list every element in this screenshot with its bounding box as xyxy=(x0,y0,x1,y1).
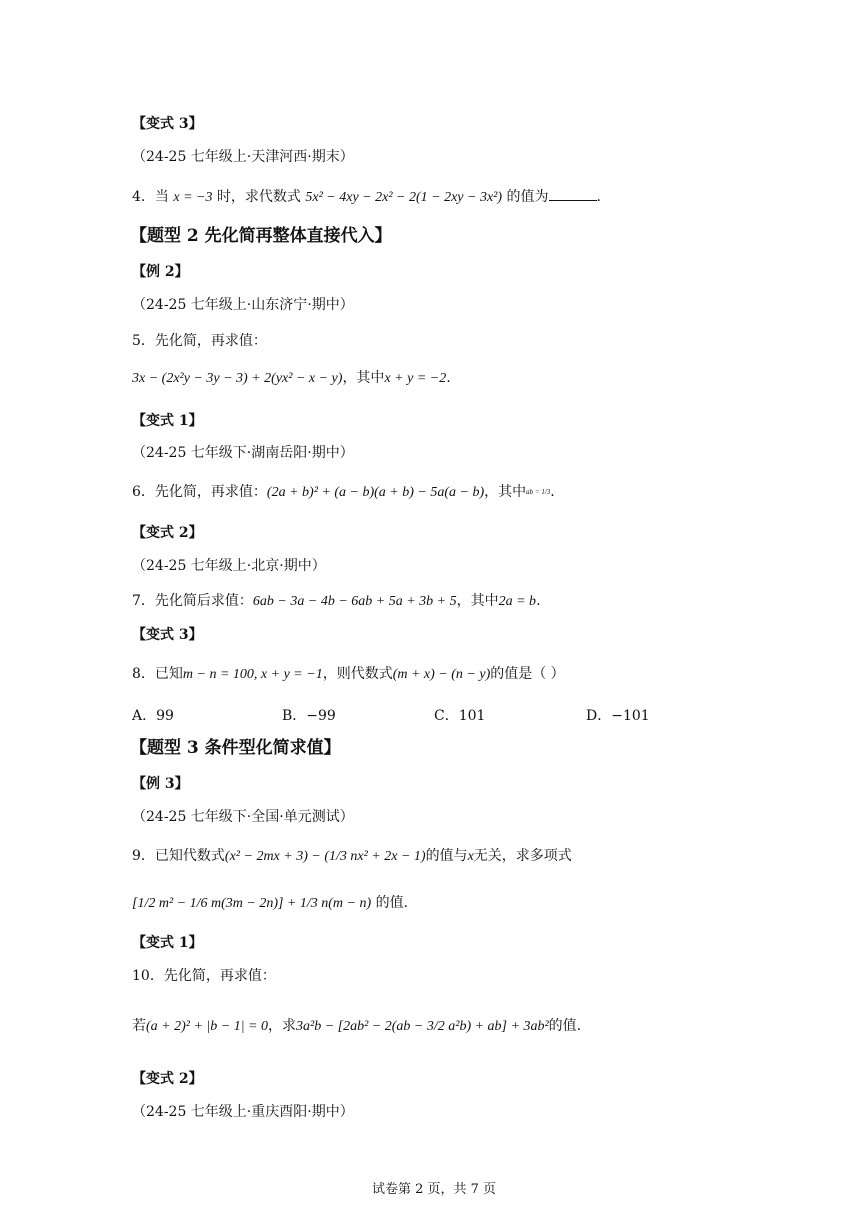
q9-end: 无关，求多项式 xyxy=(473,848,572,864)
variant-label: 【变式 2】 xyxy=(132,1071,203,1087)
question-10-prompt: 10．先化简，再求值： xyxy=(132,968,276,984)
question-5-prompt: 5．先化简，再求值： xyxy=(132,333,267,349)
variant-label: 【变式 3】 xyxy=(132,116,203,132)
section-heading: 【题型 3 条件型化简求值】 xyxy=(130,738,341,758)
q4-expression: 5x² − 4xy − 2x² − 2(1 − 2xy − 3x²) xyxy=(305,190,503,205)
q7-expression: 6ab − 3a − 4b − 6ab + 5a + 3b + 5 xyxy=(252,594,457,609)
q6-prompt: 6．先化简，再求值： xyxy=(132,484,267,500)
question-9 xyxy=(132,846,572,867)
option-a[interactable]: A．99 xyxy=(132,708,174,724)
source-note: （24-25 七年级上·山东济宁·期中） xyxy=(132,297,354,313)
q4-condition: x = −3 xyxy=(173,190,213,205)
q9-expression: (x² − 2mx + 3) − (1/3 nx² + 2x − 1) xyxy=(224,849,426,864)
question-7 xyxy=(132,591,541,612)
example-label: 【例 3】 xyxy=(132,776,189,792)
q7-cond-text: ，其中 xyxy=(456,593,499,609)
q10-end: 的值. xyxy=(548,1018,582,1034)
source-note: （24-25 七年级下·湖南岳阳·期中） xyxy=(132,445,354,461)
q8-prompt: 8．已知 xyxy=(132,666,183,682)
q6-end: . xyxy=(550,484,555,500)
q9-mid: 的值与 xyxy=(425,848,468,864)
q9-expression-2: [1/2 m² − 1/6 m(3m − 2n)] + 1/3 n(m − n) xyxy=(132,896,372,911)
q8-expression: (m + x) − (n − y) xyxy=(392,667,491,682)
q9-end-2: 的值. xyxy=(375,895,409,911)
q10-mid: ，求 xyxy=(268,1018,297,1034)
question-8 xyxy=(132,664,565,685)
q7-condition: 2a = b xyxy=(498,594,537,609)
q8-condition: m − n = 100, x + y = −1 xyxy=(182,667,323,682)
q7-prompt: 7．先化简后求值： xyxy=(132,593,253,609)
q4-mid: 时，求代数式 xyxy=(216,189,301,205)
q9-variable: x xyxy=(467,849,474,864)
q6-expression: (2a + b)² + (a − b)(a + b) − 5a(a − b) xyxy=(266,485,485,500)
q10-condition: (a + 2)² + |b − 1| = 0 xyxy=(146,1019,269,1034)
source-note: （24-25 七年级上·天津河西·期末） xyxy=(132,149,354,165)
page-footer: 试卷第 2 页，共 7 页 xyxy=(371,1182,497,1197)
q10-expression: 3a²b − [2ab² − 2(ab − 3/2 a²b) + ab] + 3ab² xyxy=(296,1019,549,1034)
question-5-expression-line xyxy=(132,368,451,389)
question-6 xyxy=(132,482,555,503)
variant-label: 【变式 2】 xyxy=(132,525,203,541)
q6-cond-text: ，其中 xyxy=(484,484,527,500)
question-9-line-2 xyxy=(132,893,408,914)
example-label: 【例 2】 xyxy=(132,264,189,280)
variant-label: 【变式 3】 xyxy=(132,627,203,643)
source-note: （24-25 七年级上·重庆酉阳·期中） xyxy=(132,1104,354,1120)
q9-prompt: 9．已知代数式 xyxy=(132,848,225,864)
q5-condition: x + y = −2 xyxy=(384,371,447,386)
q4-number: 4．当 xyxy=(132,189,169,205)
variant-label: 【变式 1】 xyxy=(132,935,203,951)
q4-end: . xyxy=(596,189,601,205)
q6-condition: ab = 1/3 xyxy=(526,488,551,496)
source-note: （24-25 七年级上·北京·期中） xyxy=(132,558,326,574)
q5-expression: 3x − (2x²y − 3y − 3) + 2(yx² − x − y) xyxy=(132,371,343,386)
section-heading: 【题型 2 先化简再整体直接代入】 xyxy=(130,226,392,246)
option-c[interactable]: C．101 xyxy=(434,708,486,724)
q8-mid: ，则代数式 xyxy=(322,666,393,682)
option-b[interactable]: B．−99 xyxy=(282,708,336,724)
variant-label: 【变式 1】 xyxy=(132,413,203,429)
q7-end: . xyxy=(536,593,541,609)
q4-tail: 的值为 xyxy=(506,189,549,205)
q5-cond-text: ，其中 xyxy=(342,370,385,386)
question-10-expression-line xyxy=(132,1016,581,1037)
question-4 xyxy=(132,186,601,208)
q5-end: . xyxy=(446,370,451,386)
q10-if: 若 xyxy=(132,1018,146,1034)
option-d[interactable]: D．−101 xyxy=(586,708,650,724)
answer-blank[interactable] xyxy=(549,186,597,201)
source-note: （24-25 七年级下·全国·单元测试） xyxy=(132,809,354,825)
q8-end: 的值是（ ） xyxy=(490,666,565,682)
